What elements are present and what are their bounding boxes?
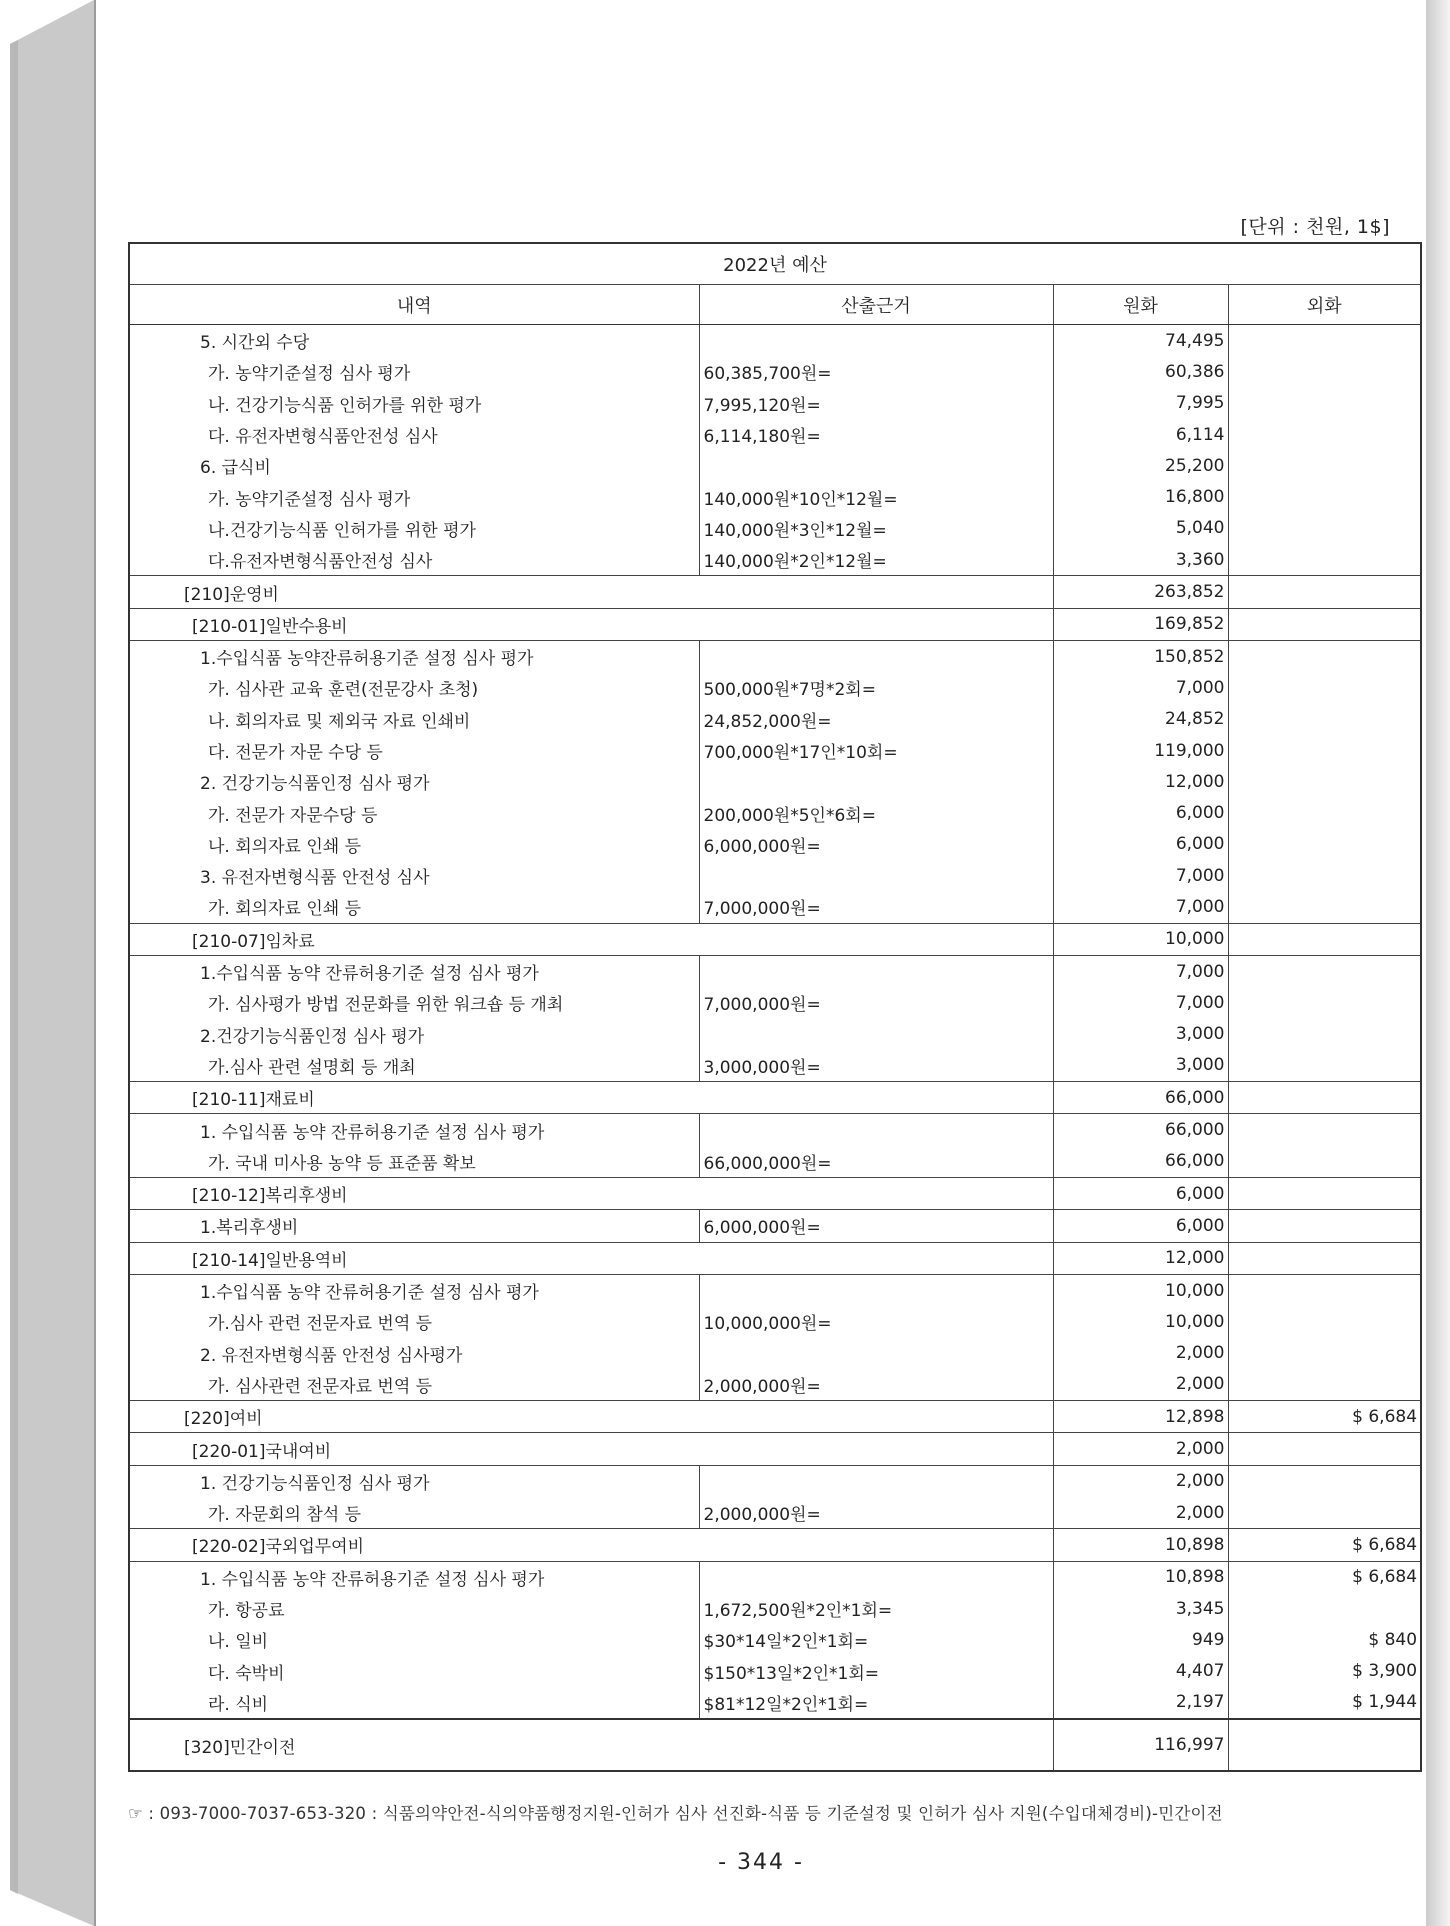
row-fx (1228, 672, 1421, 703)
row-krw: 263,852 (1053, 576, 1228, 608)
row-krw: 7,995 (1053, 388, 1228, 419)
row-fx (1228, 735, 1421, 766)
row-item: 다. 유전자변형식품안전성 심사 (129, 419, 699, 450)
row-basis: 10,000,000원= (699, 1306, 1053, 1337)
row-fx (1228, 1242, 1421, 1274)
table-row (129, 704, 1421, 735)
row-krw: 7,000 (1053, 987, 1228, 1018)
table-row (129, 325, 1421, 357)
row-item: 2.건강기능식품인정 심사 평가 (129, 1019, 699, 1050)
row-fx (1228, 1050, 1421, 1082)
row-basis (699, 860, 1053, 891)
row-basis: 6,000,000원= (699, 1210, 1053, 1242)
row-basis (699, 450, 1053, 481)
row-item: 1. 수입식품 농약 잔류허용기준 설정 심사 평가 (129, 1114, 699, 1146)
row-krw: 6,000 (1053, 1210, 1228, 1242)
row-item: [210-14]일반용역비 (129, 1242, 1053, 1274)
row-krw: 66,000 (1053, 1114, 1228, 1146)
final-fx (1228, 1719, 1421, 1771)
table-row-final (129, 1719, 1421, 1771)
table-row (129, 1210, 1421, 1242)
row-krw: 3,360 (1053, 544, 1228, 576)
row-fx (1228, 987, 1421, 1018)
table-row (129, 481, 1421, 512)
row-krw: 60,386 (1053, 356, 1228, 387)
table-row (129, 1146, 1421, 1178)
row-item: 나.건강기능식품 인허가를 위한 평가 (129, 513, 699, 544)
row-basis: 6,000,000원= (699, 829, 1053, 860)
row-basis: 140,000원*2인*12월= (699, 544, 1053, 576)
table-row (129, 860, 1421, 891)
column-header-krw: 원화 (1053, 285, 1228, 325)
row-item: 가. 심사평가 방법 전문화를 위한 워크숍 등 개최 (129, 987, 699, 1018)
table-row (129, 955, 1421, 987)
row-krw: 10,000 (1053, 923, 1228, 955)
row-fx: $ 1,944 (1228, 1687, 1421, 1719)
row-fx (1228, 923, 1421, 955)
table-row (129, 1369, 1421, 1401)
row-basis (699, 1019, 1053, 1050)
row-krw: 7,000 (1053, 955, 1228, 987)
row-fx: $ 6,684 (1228, 1529, 1421, 1561)
row-basis (699, 640, 1053, 672)
row-item: 5. 시간외 수당 (129, 325, 699, 357)
table-row (129, 1593, 1421, 1624)
row-basis: $150*13일*2인*1회= (699, 1655, 1053, 1686)
row-basis (699, 1465, 1053, 1497)
row-fx: $ 6,684 (1228, 1401, 1421, 1433)
budget-rows (129, 325, 1421, 1720)
row-krw: 2,197 (1053, 1687, 1228, 1719)
table-row (129, 608, 1421, 640)
row-basis: 7,995,120원= (699, 388, 1053, 419)
row-fx (1228, 891, 1421, 923)
row-krw: 6,000 (1053, 1178, 1228, 1210)
table-row (129, 1178, 1421, 1210)
table-row (129, 1433, 1421, 1465)
row-item: 3. 유전자변형식품 안전성 심사 (129, 860, 699, 891)
table-row (129, 672, 1421, 703)
row-krw: 119,000 (1053, 735, 1228, 766)
row-krw: 7,000 (1053, 860, 1228, 891)
table-row (129, 450, 1421, 481)
row-item: 나. 회의자료 인쇄 등 (129, 829, 699, 860)
row-krw: 10,000 (1053, 1274, 1228, 1306)
row-basis (699, 1338, 1053, 1369)
row-krw: 74,495 (1053, 325, 1228, 357)
row-krw: 2,000 (1053, 1369, 1228, 1401)
footnote: ☞ : 093-7000-7037-653-320 : 식품의약안전-식의약품행정지원-인허가 심사 선진화-식품 등 기준설정 및 인허가 심사 지원(수입대체경비)-민간이전 (128, 1804, 1223, 1823)
row-item: [210-01]일반수용비 (129, 608, 1053, 640)
row-fx (1228, 325, 1421, 357)
row-fx (1228, 766, 1421, 797)
row-fx (1228, 1306, 1421, 1337)
row-fx (1228, 481, 1421, 512)
row-basis: 60,385,700원= (699, 356, 1053, 387)
row-fx (1228, 388, 1421, 419)
row-item: [220-01]국내여비 (129, 1433, 1053, 1465)
page-edge-shadow (1424, 0, 1450, 1926)
row-item: 나. 일비 (129, 1624, 699, 1655)
row-item: 가. 심사관련 전문자료 번역 등 (129, 1369, 699, 1401)
row-basis: 1,672,500원*2인*1회= (699, 1593, 1053, 1624)
table-row (129, 1306, 1421, 1337)
table-row (129, 640, 1421, 672)
row-item: 라. 식비 (129, 1687, 699, 1719)
row-fx (1228, 860, 1421, 891)
row-basis (699, 1561, 1053, 1593)
table-row (129, 829, 1421, 860)
table-row (129, 1274, 1421, 1306)
row-basis: 500,000원*7명*2회= (699, 672, 1053, 703)
row-krw: 16,800 (1053, 481, 1228, 512)
row-krw: 2,000 (1053, 1433, 1228, 1465)
row-krw: 12,000 (1053, 1242, 1228, 1274)
row-basis: 66,000,000원= (699, 1146, 1053, 1178)
row-item: 가. 국내 미사용 농약 등 표준품 확보 (129, 1146, 699, 1178)
row-krw: 5,040 (1053, 513, 1228, 544)
row-fx: $ 3,900 (1228, 1655, 1421, 1686)
row-basis: 24,852,000원= (699, 704, 1053, 735)
table-row (129, 1687, 1421, 1719)
row-item: 2. 유전자변형식품 안전성 심사평가 (129, 1338, 699, 1369)
table-row (129, 1082, 1421, 1114)
row-item: 다. 숙박비 (129, 1655, 699, 1686)
row-item: 1.복리후생비 (129, 1210, 699, 1242)
row-basis: 7,000,000원= (699, 987, 1053, 1018)
table-row (129, 1019, 1421, 1050)
row-krw: 4,407 (1053, 1655, 1228, 1686)
row-krw: 10,898 (1053, 1561, 1228, 1593)
table-row (129, 766, 1421, 797)
table-row (129, 419, 1421, 450)
row-fx (1228, 1497, 1421, 1529)
row-krw: 6,000 (1053, 797, 1228, 828)
row-krw: 3,000 (1053, 1019, 1228, 1050)
row-krw: 10,000 (1053, 1306, 1228, 1337)
budget-table (128, 242, 1422, 1772)
row-item: 가.심사 관련 전문자료 번역 등 (129, 1306, 699, 1337)
row-item: 가. 항공료 (129, 1593, 699, 1624)
table-row (129, 1497, 1421, 1529)
row-krw: 10,898 (1053, 1529, 1228, 1561)
table-row (129, 735, 1421, 766)
table-row (129, 797, 1421, 828)
row-fx (1228, 955, 1421, 987)
row-fx (1228, 513, 1421, 544)
row-basis: 7,000,000원= (699, 891, 1053, 923)
row-item: 1.수입식품 농약 잔류허용기준 설정 심사 평가 (129, 1274, 699, 1306)
row-basis (699, 1114, 1053, 1146)
row-item: 1.수입식품 농약잔류허용기준 설정 심사 평가 (129, 640, 699, 672)
row-krw: 2,000 (1053, 1465, 1228, 1497)
table-row (129, 1529, 1421, 1561)
table-row (129, 923, 1421, 955)
row-item: 1. 수입식품 농약 잔류허용기준 설정 심사 평가 (129, 1561, 699, 1593)
row-item: 가. 심사관 교육 훈련(전문강사 초청) (129, 672, 699, 703)
row-basis (699, 1274, 1053, 1306)
table-row (129, 1242, 1421, 1274)
row-basis: 2,000,000원= (699, 1369, 1053, 1401)
row-fx (1228, 1146, 1421, 1178)
row-basis: 140,000원*3인*12월= (699, 513, 1053, 544)
row-item: 가. 회의자료 인쇄 등 (129, 891, 699, 923)
row-basis (699, 325, 1053, 357)
table-row (129, 891, 1421, 923)
row-item: 1.수입식품 농약 잔류허용기준 설정 심사 평가 (129, 955, 699, 987)
row-fx (1228, 1274, 1421, 1306)
book-spine (10, 0, 94, 1926)
row-item: [210-11]재료비 (129, 1082, 1053, 1114)
row-item: [210-12]복리후생비 (129, 1178, 1053, 1210)
row-item: 가. 농약기준설정 심사 평가 (129, 481, 699, 512)
row-basis: 140,000원*10인*12월= (699, 481, 1053, 512)
column-header-basis: 산출근거 (699, 285, 1053, 325)
table-row (129, 513, 1421, 544)
row-krw: 7,000 (1053, 672, 1228, 703)
table-row (129, 1465, 1421, 1497)
column-header-fx: 외화 (1228, 285, 1421, 325)
table-row (129, 1114, 1421, 1146)
row-item: 2. 건강기능식품인정 심사 평가 (129, 766, 699, 797)
row-basis: 700,000원*17인*10회= (699, 735, 1053, 766)
row-fx (1228, 450, 1421, 481)
row-fx (1228, 1338, 1421, 1369)
unit-label: [단위 : 천원, 1$] (1240, 216, 1390, 238)
row-krw: 2,000 (1053, 1497, 1228, 1529)
row-basis: 3,000,000원= (699, 1050, 1053, 1082)
row-fx (1228, 1210, 1421, 1242)
row-fx (1228, 797, 1421, 828)
row-fx (1228, 1178, 1421, 1210)
row-krw: 6,114 (1053, 419, 1228, 450)
table-row (129, 1401, 1421, 1433)
row-krw: 6,000 (1053, 829, 1228, 860)
row-fx (1228, 829, 1421, 860)
row-krw: 25,200 (1053, 450, 1228, 481)
row-krw: 169,852 (1053, 608, 1228, 640)
table-row (129, 576, 1421, 608)
row-basis: 2,000,000원= (699, 1497, 1053, 1529)
row-item: [210-07]임차료 (129, 923, 1053, 955)
table-row (129, 388, 1421, 419)
row-basis (699, 955, 1053, 987)
row-fx: $ 6,684 (1228, 1561, 1421, 1593)
final-krw: 116,997 (1053, 1719, 1228, 1771)
row-krw: 66,000 (1053, 1082, 1228, 1114)
row-krw: 66,000 (1053, 1146, 1228, 1178)
row-krw: 2,000 (1053, 1338, 1228, 1369)
row-basis: $30*14일*2인*1회= (699, 1624, 1053, 1655)
table-row (129, 1624, 1421, 1655)
document-page (94, 0, 1426, 1926)
row-item: 1. 건강기능식품인정 심사 평가 (129, 1465, 699, 1497)
row-fx (1228, 608, 1421, 640)
row-item: 다.유전자변형식품안전성 심사 (129, 544, 699, 576)
row-fx (1228, 356, 1421, 387)
row-item: [220-02]국외업무여비 (129, 1529, 1053, 1561)
row-fx (1228, 704, 1421, 735)
row-krw: 12,000 (1053, 766, 1228, 797)
budget-year-header: 2022년 예산 (129, 243, 1421, 285)
page-number: - 344 - (718, 1850, 804, 1875)
row-fx (1228, 1019, 1421, 1050)
row-item: 가. 농약기준설정 심사 평가 (129, 356, 699, 387)
row-krw: 150,852 (1053, 640, 1228, 672)
table-row (129, 1655, 1421, 1686)
row-item: [220]여비 (129, 1401, 1053, 1433)
row-krw: 12,898 (1053, 1401, 1228, 1433)
final-item: [320]민간이전 (129, 1719, 1053, 1771)
row-item: 가. 자문회의 참석 등 (129, 1497, 699, 1529)
row-item: 다. 전문가 자문 수당 등 (129, 735, 699, 766)
row-fx (1228, 1593, 1421, 1624)
row-fx (1228, 1369, 1421, 1401)
row-item: 나. 건강기능식품 인허가를 위한 평가 (129, 388, 699, 419)
row-basis: 200,000원*5인*6회= (699, 797, 1053, 828)
table-row (129, 987, 1421, 1018)
row-fx (1228, 1082, 1421, 1114)
row-item: [210]운영비 (129, 576, 1053, 608)
column-header-item: 내역 (129, 285, 699, 325)
row-krw: 3,345 (1053, 1593, 1228, 1624)
row-krw: 3,000 (1053, 1050, 1228, 1082)
row-item: 6. 급식비 (129, 450, 699, 481)
row-fx (1228, 1114, 1421, 1146)
table-row (129, 356, 1421, 387)
row-fx: $ 840 (1228, 1624, 1421, 1655)
row-basis (699, 766, 1053, 797)
row-krw: 7,000 (1053, 891, 1228, 923)
row-krw: 24,852 (1053, 704, 1228, 735)
row-krw: 949 (1053, 1624, 1228, 1655)
table-row (129, 1338, 1421, 1369)
row-item: 가.심사 관련 설명회 등 개최 (129, 1050, 699, 1082)
row-fx (1228, 576, 1421, 608)
row-fx (1228, 419, 1421, 450)
table-row (129, 1561, 1421, 1593)
row-fx (1228, 544, 1421, 576)
row-item: 나. 회의자료 및 제외국 자료 인쇄비 (129, 704, 699, 735)
table-row (129, 544, 1421, 576)
row-basis: 6,114,180원= (699, 419, 1053, 450)
row-item: 가. 전문가 자문수당 등 (129, 797, 699, 828)
row-fx (1228, 1465, 1421, 1497)
table-row (129, 1050, 1421, 1082)
row-fx (1228, 1433, 1421, 1465)
row-fx (1228, 640, 1421, 672)
row-basis: $81*12일*2인*1회= (699, 1687, 1053, 1719)
